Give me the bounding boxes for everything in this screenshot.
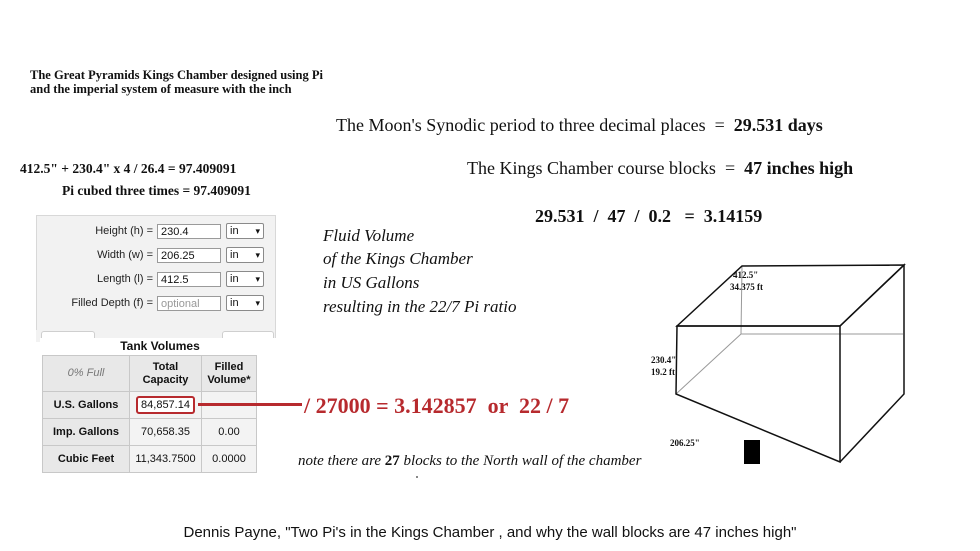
fluid-line-4: resulting in the 22/7 Pi ratio [323, 297, 517, 316]
filled-cell: 0.0000 [202, 446, 257, 473]
title-line-1: The Great Pyramids Kings Chamber designed using Pi [30, 68, 323, 82]
fluid-line-1: Fluid Volume [323, 226, 415, 245]
length-unit-select[interactable] [226, 271, 264, 287]
chevron-down-icon: ▾ [255, 274, 260, 284]
highlighted-value: 84,857.14 [136, 396, 195, 414]
height-unit-select[interactable] [226, 223, 264, 239]
row-label: Cubic Feet [43, 446, 130, 473]
length-label: Length (l) = [97, 273, 153, 285]
fluid-line-2: of the Kings Chamber [323, 249, 473, 268]
length-unit-value: in [230, 273, 239, 285]
moon-value: 29.531 days [733, 115, 823, 135]
total-cell: 70,658.35 [130, 419, 202, 446]
equation-1: 412.5" + 230.4" x 4 / 26.4 = 97.409091 [20, 161, 237, 176]
width-in-label: 206.25" [670, 438, 700, 448]
width-unit-select[interactable] [226, 247, 264, 263]
depth-label: Filled Depth (f) = [71, 297, 153, 309]
north-wall-note [298, 453, 641, 470]
pi-formula: 29.531 / 47 / 0.2 = 3.14159 [535, 206, 763, 226]
total-cell [130, 392, 202, 419]
blocks-statement [467, 158, 853, 179]
filled-cell: 0.00 [202, 419, 257, 446]
col-header-filled-line1: Filled [214, 360, 244, 373]
chevron-down-icon: ▾ [255, 298, 260, 308]
col-header-total [130, 356, 202, 392]
depth-unit-select[interactable] [226, 295, 264, 311]
red-result: / 27000 = 3.142857 or 22 / 7 [304, 393, 570, 418]
title-line-2: and the imperial system of measure with the inch [30, 82, 292, 96]
height-label: Height (h) = [95, 225, 153, 237]
table-row [43, 446, 257, 473]
tank-volumes-table [42, 355, 257, 473]
col-header-total-line1: Total [152, 360, 179, 373]
length-in-label: 412.5" [733, 270, 759, 280]
calculator-panel [36, 215, 276, 342]
connector-line [198, 403, 302, 406]
length-ft-label: 34.375 ft [730, 282, 763, 292]
width-label: Width (w) = [97, 249, 153, 261]
row-label: U.S. Gallons [43, 392, 130, 419]
depth-unit-value: in [230, 297, 239, 309]
col-header-fill: 0% Full [43, 356, 130, 392]
small-mark [416, 476, 418, 478]
col-header-filled [202, 356, 257, 392]
depth-input[interactable]: optional [157, 296, 221, 311]
moon-prefix: The Moon's Synodic period to three decimal places = [336, 115, 734, 135]
equation-2: Pi cubed three times = 97.409091 [62, 183, 251, 198]
moon-statement [336, 115, 823, 136]
col-header-total-line2: Capacity [142, 373, 189, 386]
chevron-down-icon: ▾ [255, 226, 260, 236]
blocks-value: 47 inches high [744, 158, 854, 178]
row-label: Imp. Gallons [43, 419, 130, 446]
height-unit-value: in [230, 225, 239, 237]
credit-caption: Dennis Payne, "Two Pi's in the Kings Chamber , and why the wall blocks are 47 inches high" [183, 524, 797, 541]
height-ft-label: 19.2 ft [651, 367, 675, 377]
chevron-down-icon: ▾ [255, 250, 260, 260]
fluid-line-3: in US Gallons [323, 273, 420, 292]
table-row [43, 419, 257, 446]
width-unit-value: in [230, 249, 239, 261]
tank-volumes-title: Tank Volumes [120, 339, 200, 353]
width-input[interactable]: 206.25 [157, 248, 221, 263]
note-number: 27 [384, 453, 400, 469]
note-prefix: note there are [298, 453, 385, 469]
height-in-label: 230.4" [651, 355, 677, 365]
length-input[interactable]: 412.5 [157, 272, 221, 287]
note-suffix: blocks to the North wall of the chamber [399, 453, 642, 469]
total-cell: 11,343.7500 [130, 446, 202, 473]
col-header-filled-line2: Volume* [207, 373, 251, 386]
height-input[interactable]: 230.4 [157, 224, 221, 239]
blocks-prefix: The Kings Chamber course blocks = [467, 158, 745, 178]
